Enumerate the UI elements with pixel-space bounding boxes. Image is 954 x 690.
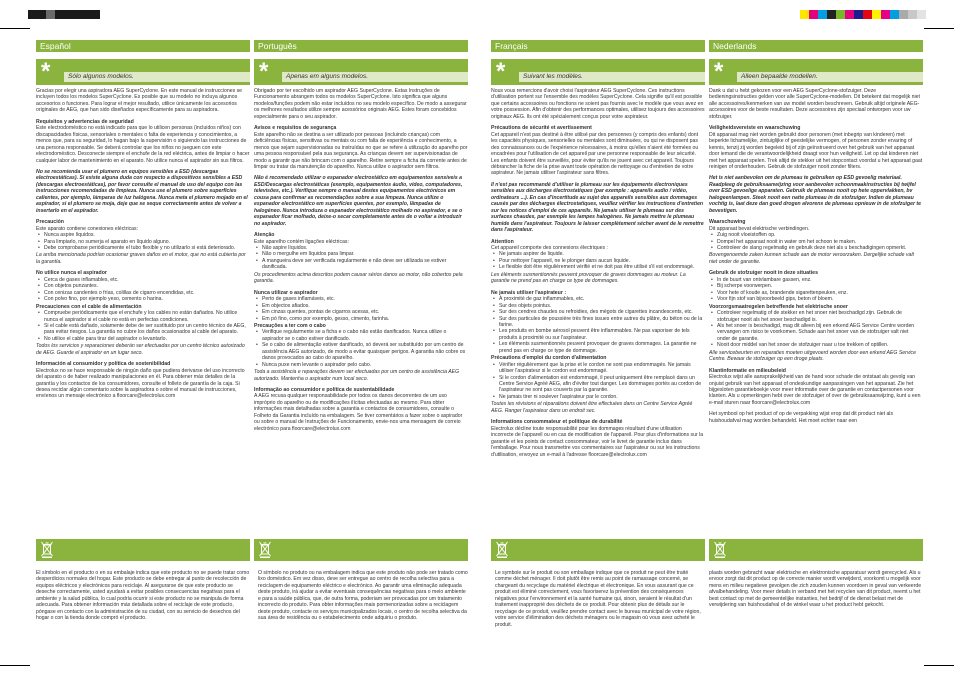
paragraph: Cet appareil n'est pas destiné à être utilisé par des personnes (y compris des enfants) dont les capacités physiques, sensorielles ou mentales sont diminuées, ou qui ne disposent pas des connaissances ou de l'expérience nécessaires, à moins qu'elles n'aient été formées ou encadrées pour l'utilisation de cet appareil par une personne responsable de leur sécurité. Les enfants doivent être surveillés, pour éviter qu'ils ne jouent avec cet appareil. Toujours débrancher la fiche de la prise avant toute opération de nettoyage ou d'entretien de votre aspirateur. Ne jamais utiliser l'aspirateur sans filtres.	[491, 131, 699, 177]
list-item: • À proximité de gaz inflammables, etc.	[491, 296, 705, 302]
bullet-list	[491, 296, 705, 354]
list-item: • Dompel het apparaat nooit in water om het schoon te maken.	[709, 239, 923, 245]
weee-banner	[709, 539, 923, 561]
note-banner	[709, 59, 923, 85]
bullet-list	[36, 277, 250, 303]
section-heading: Precauciones con el cable de alimentación	[36, 303, 142, 310]
section-heading: No utilice nunca el aspirador	[36, 270, 107, 277]
crop-mark	[924, 665, 954, 666]
asterisk-icon: *	[41, 58, 51, 85]
language-header: Nederlands	[709, 40, 923, 52]
color-swatch	[818, 10, 827, 19]
list-item: • Controleer regelmatig of de stekker en het snoer niet beschadigd zijn. Gebruik de stofzuiger nooit als het snoer beschadigd is.	[709, 310, 923, 323]
list-item: • Con cenizas candentes o frías, colillas de cigarro encendidas, etc.	[36, 290, 250, 296]
color-swatch	[863, 10, 872, 19]
crop-mark	[0, 665, 30, 666]
section-heading: Atenção	[254, 232, 275, 239]
list-item: • Ne jamais aspirer de liquide.	[491, 251, 705, 257]
paragraph: Este aparato contiene conexiones eléctricas:	[36, 225, 139, 232]
color-swatch	[917, 10, 926, 19]
bullet-list	[36, 232, 250, 251]
section-heading: Precauções a ter com o cabo	[254, 322, 326, 329]
list-item: • Compruebe periódicamente que el enchufe y los cables no están dañados. No utilice nunca el aspirador si el cable no está en perfectas condiciones.	[36, 310, 250, 323]
list-item: • Cerca de gases inflamables, etc.	[36, 277, 250, 283]
list-item: • Si le cordon d'alimentation est endommagé, il peut uniquement être remplacé dans un Centre Service Agréé AEG, afin d'éviter tout danger. Les dommages portés au cordon de l'aspirateur ne sont pas couverts par la garantie.	[491, 375, 705, 394]
paragraph: Este aparelho contém ligações eléctricas:	[254, 238, 349, 245]
list-item: • Pour nettoyer l'appareil, ne le plonger dans aucun liquide.	[491, 258, 705, 264]
paragraph: A AEG recusa qualquer responsabilidade por todos os danos decorrentes de um uso impróprio do aparelho ou de modificações ilícitas efectuadas ao mesmo. Para obter informações mais detalhadas sobre a garantia e contactos de consumidores, consulte o Folheto da Garantia incluído na embalagem. Se tiver comentários a fazer sobre o aspirador ou sobre o manual de Instruções de Funcionamento, envie-nos uma mensagem de correio electrónico para floorcare@electrolux.com	[254, 393, 463, 432]
color-bar-right	[800, 10, 926, 19]
note-paragraph: La arriba mencionada podrían ocasionar graves daños en el motor, que no está cubierta por la garantía.	[36, 252, 246, 265]
list-item: • Em cinzas quentes, pontas de cigarros acesas, etc.	[254, 309, 468, 315]
color-swatch	[836, 10, 845, 19]
crossed-out-bin-icon	[714, 541, 726, 558]
note-paragraph: Bovengenoemde zaken kunnen schade aan de motor veroorzaken. Dergelijke schade valt niet onder de garantie.	[709, 252, 914, 265]
color-swatch	[872, 10, 881, 19]
note-paragraph: Os procedimentos acima descritos podem causar sérios danos ao motor, não cobertos pela garantia.	[254, 271, 463, 285]
section-heading: Requisitos y advertencias de seguridad	[36, 118, 134, 125]
paragraph: Dank u dat u hebt gekozen voor een AEG SuperCyclone-stofzuiger. Deze bedieningsinstructies gelden voor alle SuperCyclone-modellen. Dit betekent dat mogelijk niet alle accessoires/kenmerken van uw model worden beschreven. Gebruik altijd originele AEG-accessoires voor de beste resultaten. Deze accessoires zijn speciaal ontworpen voor uw stofzuiger.	[709, 88, 920, 120]
body-text	[491, 88, 705, 536]
section-heading: Veiligheidsvereiste en waarschuwing	[709, 125, 801, 132]
warning-paragraph: Het is niet aanbevolen om de plumeau te gebruiken op ESD gevoelig materiaal. Raadpleeg de gebruiksaanwijzing voor aanbevolen schoonmaakinstructies bij twijfel over ESD gevoelige apparaten. Gebruik de plumeau nooit op hete oppervlakken, bv halogeenlampen. Steek nooit een natte plumeau in de stofzuiger. Indien de plumeau vochtig is, laat deze dan goed drogen alvorens de plumeau opnieuw in de stofzuiger te bevestigen.	[709, 175, 921, 214]
list-item: • Bij scherpe voorwerpen.	[709, 283, 923, 289]
list-item: • Zuig nooit vloeistoffen op.	[709, 232, 923, 238]
column-espanol	[36, 40, 250, 682]
list-item: • Voor hete of koude as, brandende sigarettenpeuken, enz.	[709, 290, 923, 296]
color-bar-left	[28, 10, 100, 19]
paragraph: Este electrodoméstico no está indicado para que lo utilicen personas (incluidos niños) con discapacidades físicas, sensoriales o mentales o falta de experiencia y conocimientos, a menos que, para su seguridad, lo hagan bajo la supervisión o siguiendo las instrucciones de una persona responsable. Se deberá controlar que los niños no jueguen con este electrodoméstico. Desconecte siempre el enchufe de la red eléctrica, antes de limpiar o hacer cualquier labor de mantenimiento en el aparato. No utilice nunca el aspirador sin sus filtros.	[36, 125, 250, 164]
list-item: • Si el cable está dañado, solamente debe de ser sustituido por un centro técnico de AEG, para evitar riesgos. La garantía no cubre los daños ocasionados al cable del aparato.	[36, 323, 250, 336]
list-item: • Debe comprobarse periódicamente el tubo flexible y no utilizarlo si está deteriorado.	[36, 245, 250, 251]
paragraph: Este aparelho não se destina a ser utilizado por pessoas (incluindo crianças) com deficiências físicas, sensitivas ou mentais ou com falta de experiência e conhecimento, a menos que sejam supervisionadas ou instruídas no que se refere à utilização do aparelho por uma pessoa responsável pela sua segurança. As crianças devem ser supervisionadas de modo a garantir que não brincam com o aparelho. Retire sempre a ficha da corrente antes de limpar ou tratar da manutenção do aparelho. Nunca utilize o aspirador sem filtros.	[254, 131, 468, 170]
weee-banner	[491, 539, 705, 561]
paragraph: Electrolux no se hace responsable de ningún daño que pudiera derivarse del uso incorrecto del aparato o de haber realizado manipulaciones en él. Para obtener más detalles de la garantía y los contactos de los consumidores, consulte el folleto de garantía de la caja. Si desea reciclar algún comentario sobre la aspiradora o sobre el manual de instrucciones, envíenos un mensaje electrónico a floorcare@electrolux.com	[36, 367, 245, 400]
color-swatch	[82, 10, 91, 19]
color-swatch	[809, 10, 818, 19]
section-heading: Précautions d'emploi du cordon d'alimentation	[491, 355, 607, 362]
crossed-out-bin-icon	[41, 541, 53, 558]
section-heading: Avisos e requisitos de segurança	[254, 125, 337, 132]
color-swatch	[800, 10, 809, 19]
paragraph: Electrolux wijst alle aansprakelijkheid van de hand voor schade die ontstaat als gevolg van onjuist gebruik van het apparaat of ondeskundige aanpassingen van het apparaat. Zie het bijgesloten garantieboekje voor meer informatie over de garantie en contactpersonen voor klanten. Als u opmerkingen hebt over de stofzuiger of over de gebruiksaanwijzing, kunt u een e-mail sturen naar floorcare@electrolux.com	[709, 374, 921, 406]
warning-paragraph: Il n'est pas recommandé d'utiliser le plumeau sur les équipements électroniques sensibles aux décharges électrostatiques (par exemple : appareils audio / vidéo, ordinateurs ...). En cas d'incertitude au sujet des appareils sensibles aux dommages causés par des décharges électrostatiques, veuillez vérifier les instructions d'entretien sur les notices d'emploi de ces appareils. Ne jamais utiliser le plumeau sur des surfaces chaudes, par exemple les lampes halogènes. Ne jamais mettre le plumeau humide dans l'aspirateur. Toujours le laisser complètement sécher avant de le remettre dans l'aspirateur.	[491, 181, 704, 234]
note-banner	[36, 59, 250, 85]
weee-text: El símbolo en el producto o en su embalaje indica que este producto no se puede tratar como desperdicios normales del hogar. Este producto se debe entregar al punto de recolección de equipos eléctricos y electrónicos para reciclaje. Al asegurarse de que este producto se deseche correctamente, usted ayudará a evitar posibles consecuencias negativas para el ambiente y la salud pública, lo cual podría ocurrir si este producto no se manipula de forma adecuada. Para obtener información más detallada sobre el reciclaje de este producto, póngase en contacto con la administración de su ciudad, con su servicio de desechos del hogar o con la tienda donde compró el producto.	[36, 570, 250, 622]
list-item: • Als het snoer is beschadigd, mag dit alleen bij een erkend AEG Service Centre worden vervangen om risico te voorkomen. Schade aan het snoer van de stofzuiger valt niet onder de garantie.	[709, 323, 923, 342]
crop-mark	[0, 28, 30, 29]
list-item: • Não o mergulhe em líquidos para limpar.	[254, 251, 468, 257]
list-item: • Para limpiarlo, no sumerja el aparato en líquido alguno.	[36, 239, 250, 245]
list-item: • Con objetos punzantes.	[36, 283, 250, 289]
color-swatch	[28, 10, 37, 19]
bullet-list	[709, 232, 923, 251]
color-swatch	[881, 10, 890, 19]
note-text: Sólo algunos modelos.	[64, 72, 250, 82]
list-item: • Verifique regularmente se a ficha e o cabo não estão danificados. Nunca utilize o aspirador se o cabo estiver danificado.	[254, 329, 468, 342]
paragraph: Dit apparaat mag niet worden gebruikt door personen (met inbegrip van kinderen) met beperkte lichamelijke, zintuiglijke of geestelijke vermogen, of personen zonder ervaring of kennis, tenzij zij worden begeleid bij of zijn geïnstrueerd over het gebruik van het apparaat door iemand die de verantwoordelijkheid draagt voor hun veiligheid. Let op dat kinderen niet met het apparaat spelen. Trek altijd de stekker uit het stopcontact voordat u het apparaat gaat reinigen of onderhouden. Gebruik de stofzuiger nooit zonder filters.	[709, 131, 923, 170]
list-item: • Con polvo fino, por ejemplo yeso, cemento o harina.	[36, 296, 250, 302]
paragraph: Cet appareil comporte des connexions électriques :	[491, 244, 608, 251]
note-banner	[254, 59, 468, 85]
bullet-list	[491, 362, 705, 401]
warning-paragraph: No se recomienda usar el plumero en equipos sensibles a ESD (descargas electroestáticas). Si existe alguna duda con respecto a dispositivos sensibles a ESD (descargas electroestáticas), por favor consulte el manual de uso del equipo con las instrucciones recomendadas de limpieza. Nunca use el plumero sobre superficies calientes, por ejemplo, lámparas de luz halógena. Nunca meta el plumero mojado en el aspirador, si el plumero se moja, deje que se seque correctamente antes de volver a insertarlo en el aspirador.	[36, 168, 248, 214]
note-paragraph: Alle servicebeurten en reparaties moeten uitgevoerd worden door een erkend AEG Service Centre. Bewaar de stofzuiger op een droge plaats.	[709, 349, 916, 363]
section-heading: Waarschuwing	[709, 219, 746, 226]
section-heading: Ne jamais utiliser l'aspirateur :	[491, 289, 567, 296]
body-text	[36, 88, 250, 536]
column-portugues	[254, 40, 468, 682]
list-item: • Sur des particules de poussière très fines issues entre autres du plâtre, du béton ou de la farine.	[491, 316, 705, 329]
color-swatch	[827, 10, 836, 19]
bullet-list	[254, 245, 468, 271]
note-text: Apenas em alguns modelos.	[282, 72, 468, 82]
note-banner	[491, 59, 705, 85]
weee-text: O símbolo no produto ou na embalagem indica que este produto não pode ser tratado como lixo doméstico. Em vez disso, deve ser entregue ao centro de recolha selectiva para a reciclagem de equipamento eléctrico e electrónico. Ao garantir uma eliminação adequada deste produto, irá ajudar a evitar eventuais consequências negativas para o meio ambiente e para a saúde pública, que, de outra forma, poderiam ser provocadas por um tratamento incorrecto do produto. Para obter informações mais pormenorizadas sobre a reciclagem deste produto, contacte os serviços municipalizados locais, o centro de recolha selectiva da sua área de residência ou o estabelecimento onde adquiriu o produto.	[258, 570, 468, 622]
bullet-list	[254, 329, 468, 368]
list-item: • Voor fijn stof van bijvoorbeeld gips, beton of bloem.	[709, 296, 923, 302]
body-text	[709, 88, 923, 536]
weee-text: plaats worden gebracht waar elektrische en elektronische apparatuur wordt gerecycled. Als u ervoor zorgt dat dit product op de correcte manier wordt verwijderd, voorkomt u mogelijk voor mens en milieu negatieve gevolgen die zich zouden kunnen voordoen in geval van verkeerde afvalbehandeling. Voor meer details in verband met het recyclen van dit product, neemt u het best contact op met de gemeentelijke instanties, het bedrijf of de dienst belast met de verwijdering van huishoudafval of de winkel waar u het product hebt gekocht.	[709, 570, 922, 609]
body-text	[254, 88, 468, 536]
note-paragraph: Todos los servicios y reparaciones deberán ser efectuadas por un centro técnico autorizado de AEG. Guarde el aspirador en un lugar seco.	[36, 343, 245, 356]
paragraph: Obrigado por ter escolhido um aspirador AEG SuperCyclone. Estas Instruções de Funcionamento abrangem todos os modelos SuperCyclone. Isto significa que alguns modelos/funções podem não estar incluídos no seu modelo específico. De modo a assegurar os melhores resultados utilize sempre acessórios originais AEG. Estes foram concebidos especialmente para o seu aspirador.	[254, 88, 467, 120]
list-item: • Controleer de slang regelmatig en gebruik deze niet als u beschadigingen opmerkt.	[709, 245, 923, 251]
note-text: Alleen bepaalde modellen.	[737, 72, 923, 82]
color-swatch	[55, 10, 64, 19]
list-item: • Sur des objets pointus.	[491, 303, 705, 309]
column-francais	[491, 40, 705, 682]
note-paragraph: Toda a assistência e reparações devem ser efectuadas por um centro de assistência AEG autorizado. Mantenha o aspirador num local seco.	[254, 369, 460, 382]
section-heading: Informação ao consumidor e política de sustentabilidade	[254, 387, 395, 394]
paragraph: Gracias por elegir una aspiradora AEG SuperCyclone. En este manual de instrucciones se incluyen todos los modelos SuperCyclone. Es posible que su modelo no incluya algunos accesorios o funciones. Para lograr el mejor resultado, utilice únicamente los accesorios originales de AEG, que han sido diseñados específicamente para su aspiradora.	[36, 88, 243, 114]
weee-text: Le symbole sur le produit ou son emballage indique que ce produit ne peut être traité comme déchet ménager. Il doit plutôt être remis au point de ramassage concerné, se chargeant du recyclage du matériel électrique et électronique. En vous assurant que ce produit est éliminé correctement, vous favoriserez la prévention des conséquences négatives pour l'environnement et la santé humaine qui, sinon, seraient le résultat d'un traitement inapproprié des déchets de ce produit. Pour obtenir plus de détails sur le recyclage de ce produit, veuillez prendre contact avec le bureau municipal de votre région, votre service d'élimination des déchets ménagers ou le magasin où vous avez acheté le produit.	[495, 570, 701, 628]
paragraph: Dit apparaat bevat elektrische verbindingen.	[709, 225, 810, 232]
list-item: • No utilice el cable para tirar del aspirador o levantarlo.	[36, 336, 250, 342]
color-swatch	[890, 10, 899, 19]
weee-banner	[36, 539, 250, 561]
asterisk-icon: *	[496, 58, 506, 85]
list-item: • Les éléments susmentionnés peuvent provoquer de graves dommages. La garantie ne prend pas en charge ce type de dommage.	[491, 341, 705, 354]
list-item: • Nunca aspire líquidos.	[36, 232, 250, 238]
list-item: • In de buurt van ontvlambare gassen, enz.	[709, 277, 923, 283]
weee-banner	[254, 539, 468, 561]
color-swatch	[37, 10, 46, 19]
bullet-list	[709, 277, 923, 303]
list-item: • Em pó fino, como por exemplo, gesso, cimento, farinha.	[254, 316, 468, 322]
color-swatch	[64, 10, 73, 19]
color-swatch	[73, 10, 82, 19]
list-item: • Les produits en bombe aérosol peuvent être inflammables. Ne pas vaporiser de tels produits à proximité ou sur l'aspirateur.	[491, 328, 705, 341]
language-header: Español	[36, 40, 250, 52]
crossed-out-bin-icon	[259, 541, 271, 558]
paragraph: Nous vous remercions d'avoir choisi l'aspirateur AEG SuperCyclone. Ces instructions d'utilisation portent sur l'ensemble des modèles SuperCyclone. Cela signifie qu'il est possible que certains accessoires ou fonctions ne soient pas fournis avec le modèle que vous avez en votre possession. Afin d'obtenir des performances optimales, utilisez toujours des accessoires originaux AEG. Ils ont été spécialement conçus pour votre aspirateur.	[491, 88, 705, 120]
list-item: • Se o cabo de alimentação estiver danificado, só deverá ser substituído por um centro de assistência AEG autorizado, de modo a evitar quaisquer perigos. A garantia não cobre os danos provocados ao cabo do aparelho.	[254, 342, 468, 361]
color-swatch	[46, 10, 55, 19]
list-item: • Ne jamais tirer ni soulever l'aspirateur par le cordon.	[491, 394, 705, 400]
list-item: • A mangueira deve ser verificada regularmente e não deve ser utilizada se estiver danificada.	[254, 258, 468, 271]
paragraph: Het symbool op het product of op de verpakking wijst erop dat dit product niet als huishoudafval mag worden behandeld. Het moet echter naar een	[709, 411, 894, 424]
section-heading: Voorzorgsmaatregelen betreffende het elektrische snoer	[709, 303, 848, 310]
note-paragraph: Toutes les révisions et réparations doivent être effectuées dans un Centre Service Agréé AEG. Ranger l'aspirateur dans un endroit sec.	[491, 401, 693, 414]
bullet-list	[36, 310, 250, 342]
note-paragraph: Les éléments susmentionnés peuvent provoquer de graves dommages au moteur. La garantie ne prend pas en charge ce type de dommages.	[491, 271, 686, 285]
section-heading: Klantinformatie en milieubeleid	[709, 367, 786, 374]
section-heading: Précautions de sécurité et avertissement	[491, 125, 592, 132]
color-swatch	[845, 10, 854, 19]
list-item: • Nunca puxe nem levante o aspirador pelo cabo.	[254, 362, 468, 368]
warning-paragraph: Não é recomendado utilizar o espanador electrostático em equipamentos sensíveis a ESD/Descargas electrostáticas (exemplo, equipamentos áudio, vídeo, computadores, televisões, etc.). Verifique sempre o manual destes equipamentos electrónicos em cousa para confirmar as recomendações sobre a sua limpeza. Nunca utilize o espanador electrostático em superfícies quentes, por exemplo, lâmpadas de halogéneo. Nunca introduza o espanador electrostático molhado no aspirador, e se o espanador ficar molhado, deixe-o secar completamente antes de o voltar a introduzir no aspirador.	[254, 175, 463, 227]
crop-mark	[924, 28, 954, 29]
language-header: Português	[254, 40, 468, 52]
crossed-out-bin-icon	[496, 541, 508, 558]
bullet-list	[709, 310, 923, 349]
section-heading: Precaución	[36, 219, 64, 226]
list-item: • Em objectos afiados.	[254, 303, 468, 309]
asterisk-icon: *	[259, 58, 269, 85]
section-heading: Informations consommateur et politique de durabilité	[491, 419, 623, 426]
list-item: • Nooit door middel van het snoer de stofzuiger naar u toe trekken of optillen.	[709, 342, 923, 348]
language-header: Français	[491, 40, 705, 52]
color-swatch	[91, 10, 100, 19]
list-item: • Não aspire líquidos.	[254, 245, 468, 251]
section-heading: Gebruik de stofzuiger nooit in deze situaties	[709, 270, 818, 277]
section-heading: Información al consumidor y política de sostenibilidad	[36, 361, 171, 368]
paragraph: Electrolux décline toute responsabilité pour les dommages résultant d'une utilisation incorrecte de l'appareil ou en cas de modification de l'appareil. Pour plus d'informations sur la garantie et les points de contact consommateur, voir le livret de garantie inclus dans l'emballage. Pour nous transmettre vos commentaires sur l'aspirateur ou sur les instructions d'utilisation, envoyez un e-mail à l'adresse floorcare@electrolux.com	[491, 425, 704, 458]
list-item: • Sur des cendres chaudes ou refroidies, des mégots de cigarettes incandescents, etc.	[491, 309, 705, 315]
list-item: • Vérifier régulièrement que la prise et le cordon ne sont pas endommagés. Ne jamais utiliser l'aspirateur si le cordon est endommagé.	[491, 362, 705, 375]
bullet-list	[254, 296, 468, 322]
list-item: • Le flexible doit être régulièrement vérifié et ne doit pas être utilisé s'il est endommagé.	[491, 264, 705, 270]
asterisk-icon: *	[714, 58, 724, 85]
note-text: Suivant les modèles.	[519, 72, 705, 82]
color-swatch	[908, 10, 917, 19]
section-heading: Nunca utilizar o aspirador	[254, 289, 318, 296]
column-nederlands	[709, 40, 923, 682]
section-heading: Attention	[491, 238, 514, 245]
list-item: • Perto de gases inflamáveis, etc.	[254, 296, 468, 302]
color-swatch	[899, 10, 908, 19]
bullet-list	[491, 251, 705, 270]
color-swatch	[854, 10, 863, 19]
